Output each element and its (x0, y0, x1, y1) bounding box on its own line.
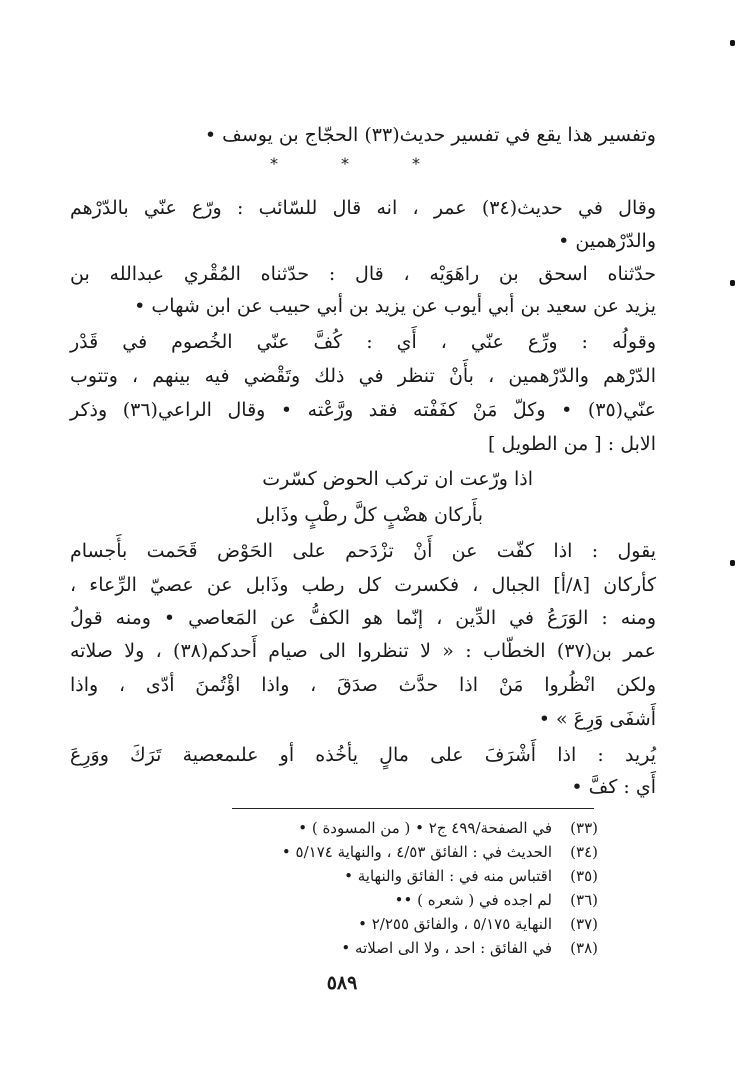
text-line-1: وتفسير هذا يقع في تفسير حديث(٣٣) الحجّاج بن يوسف • (204, 124, 656, 146)
text-line-2: وقال في حديث(٣٤) عمر ، انه قال للسّائب : ورّع عنّي بالدّرْهم (70, 197, 656, 219)
footnote-36 (395, 890, 598, 910)
footnote-text: الحديث في : الفائق ٤/٥٣ ، والنهاية ٥/١٧٤ • (281, 843, 552, 861)
verse-line-1: اذا ورّعت ان تركب الحوض كسّرت (262, 468, 533, 490)
footnote-number: (٣٣) (570, 819, 598, 837)
footnote-38 (341, 938, 598, 958)
text-line-14: ولكن انْظُروا مَنْ اذا حدَّث صدَقَ ، واذا اؤْتُمنَ أدّى ، واذا (70, 674, 656, 696)
text-line-7: الدّرْهم والدّرْهمين ، بأَنْ تنظر في ذلك وتَقْضي فيه بينهم ، وتتوب (70, 365, 656, 387)
footnote-number: (٣٥) (570, 867, 598, 885)
footnote-33 (298, 818, 598, 838)
footnote-37 (358, 914, 598, 934)
footnote-34 (282, 842, 598, 862)
footnote-number: (٣٨) (570, 939, 598, 957)
page-number: ٥٨٩ (326, 972, 358, 994)
text-line-6: وقولُه : ورِّع عنّي ، أَي : كُفَّ عنّي الخُصوم في قَدْر (70, 331, 656, 353)
text-line-5: يزيد عن سعيد بن أبي أيوب عن يزيد بن أبي حبيب عن ابن شهاب • (134, 295, 656, 317)
footnote-number: (٣٤) (570, 843, 598, 861)
text-line-10: يقول : اذا كفّت عن أَنْ تزْدَحم على الحَوْض قَحَمت بأَجسام (70, 540, 656, 562)
text-line-13: عمر بن(٣٧) الخطّاب : « لا تنظروا الى صيام أَحدكم(٣٨) ، ولا صلاته (70, 640, 657, 662)
section-divider-stars (270, 154, 420, 173)
text-line-3: والدّرْهمين • (558, 230, 656, 252)
footnote-35 (344, 866, 598, 886)
text-line-17: أَي : كفَّ • (571, 776, 656, 798)
text-line-8: عنّي(٣٥) • وكلّ مَنْ كفَفْته فقد ورَّعْته • وقال الراعي(٣٦) وذكر (70, 399, 656, 421)
star-icon: * (341, 154, 349, 173)
text-line-11: كأركان [٨/أ] الجبال ، فكسرت كل رطب وذَابل عن عصيّ الرِّعاء ، (70, 574, 656, 596)
footnote-number: (٣٦) (570, 891, 598, 909)
scan-edge-mark (730, 40, 735, 46)
footnote-text: في الصفحة/٤٩٩ ج٢ • ( من المسودة ) • (298, 819, 552, 837)
text-line-16: يُريد : اذا أَشْرَفَ على مالٍ يأخُذه أو علىمعصية تَرَكَ ووَرِعَ (70, 744, 656, 766)
star-icon: * (412, 154, 420, 173)
footnote-separator (232, 808, 594, 809)
footnote-text: لم اجده في ( شعره ) •• (394, 891, 552, 909)
text-line-12: ومنه : الوَرَعُ في الدِّين ، إنّما هو الكفُّ عن المَعاصي • ومنه قولُ (70, 607, 656, 629)
scan-edge-mark (730, 560, 735, 566)
footnote-text: في الفائق : احد ، ولا الى اصلاته • (341, 939, 552, 957)
text-line-15: أَشفَى وَرِعَ » • (538, 708, 656, 730)
footnote-text: اقتباس منه في : الفائق والنهاية • (344, 867, 552, 885)
star-icon: * (270, 154, 278, 173)
footnote-number: (٣٧) (570, 915, 598, 933)
footnote-text: النهاية ٥/١٧٥ ، والفائق ٢/٢٥٥ • (358, 915, 552, 933)
text-line-4: حدّثناه اسحق بن راهَوَيْه ، قال : حدّثناه المُقْري عبدالله بن (70, 263, 656, 285)
text-line-9: الابل : [ من الطويل ] (487, 433, 656, 455)
verse-line-2: بأَركان هضْبٍ كلَّ رطْبٍ وذَابل (255, 504, 483, 526)
scan-edge-mark (730, 280, 735, 286)
